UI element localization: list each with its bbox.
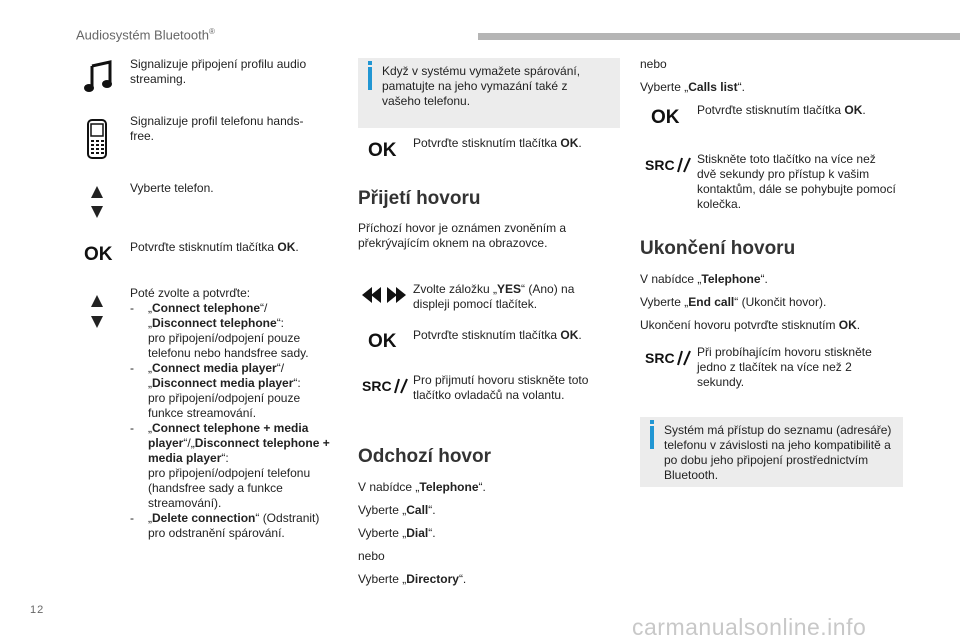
src-button-icon-3: SRC: [645, 350, 691, 366]
then-select-text: Poté zvolte a potvrďte:: [130, 286, 251, 300]
menu-telephone-text: V nabídce „Telephone“.: [358, 480, 486, 494]
mobile-phone-icon: [86, 118, 108, 160]
confirm-ok-text-3: Potvrďte stisknutím tlačítka OK.: [413, 328, 582, 342]
connection-options: [130, 286, 330, 541]
select-end-call-text: Vyberte „End call“ (Ukončit hovor).: [640, 295, 827, 309]
left-right-arrows-icon: [362, 287, 406, 303]
option-connect-telephone: - „Connect telephone“/ „Disconnect telephone“: pro připojení/odpojení pouze telefonu nebo handsfree sady.: [130, 301, 330, 361]
up-arrow-icon: [91, 186, 103, 198]
ok-button-icon: OK: [84, 244, 113, 265]
accept-call-text: Pro přijmutí hovoru stiskněte toto tlačítko ovladačů na volantu.: [413, 373, 589, 402]
or-text-1: nebo: [358, 549, 385, 563]
option-delete-connection: - „Delete connection“ (Odstranit) pro odstranění spárování.: [130, 511, 330, 541]
confirm-end-call-text: Ukončení hovoru potvrďte stisknutím OK.: [640, 318, 861, 332]
src-hold-text: Stiskněte toto tlačítko na více než dvě sekundy pro přístup k vašim kontaktům, dále se pohybujte pomocí kolečka.: [697, 152, 896, 211]
down-arrow-icon: [91, 206, 103, 218]
select-call-text: Vyberte „Call“.: [358, 503, 436, 517]
select-dial-text: Vyberte „Dial“.: [358, 526, 436, 540]
note-box-2: [640, 417, 903, 487]
incoming-call-text: Příchozí hovor je oznámen zvoněním a překrývajícím oknem na obrazovce.: [358, 221, 567, 250]
heading-incoming-call: Přijetí hovoru: [358, 188, 481, 209]
page-header-title: Audiosystém Bluetooth®: [76, 27, 215, 43]
select-calls-list-text: Vyberte „Calls list“.: [640, 80, 745, 94]
confirm-ok-text-2: Potvrďte stisknutím tlačítka OK.: [413, 136, 582, 150]
note-text-2: Systém má přístup do seznamu (adresáře) telefonu v závislosti na jeho kompatibilitě a po dobu jeho připojení prostřednictvím Bluetooth.: [664, 423, 892, 482]
menu-telephone-text-2: V nabídce „Telephone“.: [640, 272, 768, 286]
watermark: carmanualsonline.info: [632, 614, 867, 640]
or-text-2: nebo: [640, 57, 667, 71]
note-text-1: Když v systému vymažete spárování, pamatujte na jeho vymazání také z vašeho telefonu.: [382, 64, 581, 108]
page-number: 12: [30, 604, 45, 616]
select-phone-text: Vyberte telefon.: [130, 181, 214, 195]
handsfree-profile-text: Signalizuje profil telefonu hands-free.: [130, 114, 304, 143]
down-arrow-icon-2: [91, 316, 103, 328]
option-connect-both: - „Connect telephone + media player“/„Disconnect telephone + media player“: pro připojení/odpojení telefonu (handsfree sady a funkce streamování).: [130, 421, 330, 511]
ok-button-icon-4: OK: [651, 107, 680, 128]
select-yes-text: Zvolte záložku „YES“ (Ano) na displeji pomocí tlačítek.: [413, 282, 575, 311]
select-directory-text: Vyberte „Directory“.: [358, 572, 467, 586]
up-arrow-icon-2: [91, 295, 103, 307]
header-bar: [478, 33, 960, 40]
src-button-icon: SRC: [362, 378, 408, 394]
ok-button-icon-3: OK: [368, 331, 397, 352]
info-icon: [368, 67, 372, 90]
music-note-icon: [83, 60, 115, 94]
audio-profile-text: Signalizuje připojení profilu audio streaming.: [130, 57, 307, 86]
confirm-ok-text-4: Potvrďte stisknutím tlačítka OK.: [697, 103, 866, 117]
src-button-icon-2: SRC: [645, 157, 691, 173]
ok-button-icon-2: OK: [368, 140, 397, 161]
heading-outgoing-call: Odchozí hovor: [358, 446, 491, 467]
option-connect-media-player: - „Connect media player“/ „Disconnect media player“: pro připojení/odpojení pouze funkce streamování.: [130, 361, 330, 421]
during-call-text: Při probíhajícím hovoru stiskněte jedno z tlačítek na více než 2 sekundy.: [697, 345, 872, 389]
info-icon-2: [650, 426, 654, 449]
confirm-ok-text-1: Potvrďte stisknutím tlačítka OK.: [130, 240, 299, 254]
note-box-1: [358, 58, 620, 128]
heading-end-call: Ukončení hovoru: [640, 238, 796, 259]
